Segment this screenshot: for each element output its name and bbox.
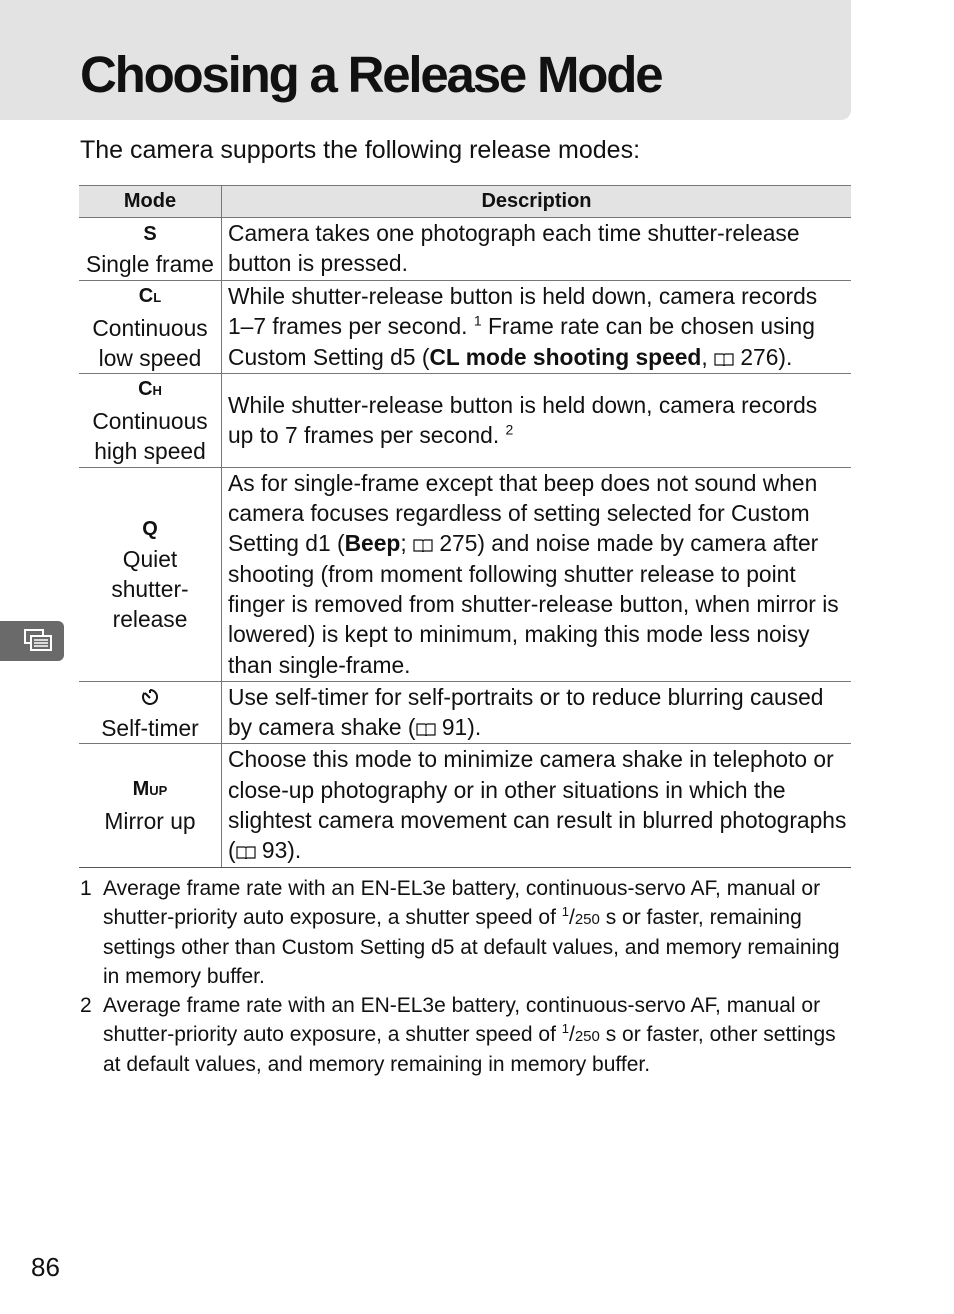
footnote-segment: 250	[574, 1027, 600, 1045]
mode-cell	[79, 467, 222, 681]
footnotes	[80, 875, 850, 1080]
table-header-row	[79, 186, 851, 218]
table-row	[79, 280, 851, 374]
description-cell	[222, 374, 852, 468]
mode-symbol-icon	[79, 683, 221, 713]
footnote	[80, 875, 850, 992]
mode-name-line: Mirror up	[104, 808, 196, 835]
description-text: As for single-frame except that beep does not sound when camera focuses regardless of setting selected for Custom Setting d1 (	[228, 469, 818, 557]
description-text: Camera takes one photograph each time shutter-release button is pressed.	[228, 220, 800, 277]
book-reference-icon	[714, 352, 734, 366]
page-title: Choosing a Release Mode	[80, 46, 662, 103]
table-row	[79, 681, 851, 744]
description-text: Frame rate can be chosen using Custom Setting d5 (	[228, 313, 815, 370]
mode-name-line: high speed	[94, 438, 206, 465]
mode-symbol: CH	[138, 378, 162, 401]
mode-symbol: CL	[138, 284, 162, 307]
description-text: Use self-timer for self-portraits or to reduce blurring caused by camera shake (	[228, 683, 824, 741]
mode-cell	[79, 280, 222, 374]
menu-item-name: CL mode shooting speed	[429, 343, 702, 370]
footnote-ref: 1	[473, 312, 482, 329]
book-reference-icon	[413, 538, 433, 552]
table-row	[79, 374, 851, 468]
mode-symbol: Q	[142, 517, 158, 540]
description-text: ,	[701, 343, 715, 370]
book-reference-icon	[236, 845, 256, 859]
mode-name-line: Quiet	[122, 545, 178, 572]
table-row	[79, 467, 851, 681]
description-cell	[222, 467, 852, 681]
table-row	[79, 218, 851, 281]
description-text: 275) and noise made by camera after shooting (from moment following shutter release to point finger is removed from shutter-release button, when mirror is lowered) is kept to minimum, making this mode less noisy than single-frame.	[228, 530, 839, 678]
book-reference-icon	[416, 722, 436, 736]
description-cell	[222, 681, 852, 744]
description-text: While shutter-release button is held down, camera records 1–7 frames per second.	[228, 282, 818, 340]
description-cell	[222, 744, 852, 867]
mode-cell	[79, 681, 222, 744]
description-text: ;	[400, 530, 414, 557]
self-timer-icon	[140, 687, 160, 707]
mode-cell	[79, 374, 222, 468]
footnote-text: Average frame rate with an EN-EL3e battery, continuous-servo AF, manual or shutter-priority auto exposure, a shutter speed of $^1$/250 s or faster, remaining settings other than Custom Setting d5 at default values, and memory remaining in memory buffer.	[103, 877, 840, 989]
footnote-text: Average frame rate with an EN-EL3e battery, continuous-servo AF, manual or shutter-priority auto exposure, a shutter speed of $^1$/250 s or faster, other settings at default values, and memory remaining in memory buffer.	[103, 993, 836, 1077]
footnote-segment: 250	[574, 910, 600, 928]
mode-cell	[79, 218, 222, 281]
description-text: 276).	[734, 343, 793, 370]
intro-text: The camera supports the following release modes:	[80, 136, 641, 164]
menu-item-name: Beep	[344, 530, 401, 557]
mode-name-line: Continuous	[92, 408, 208, 435]
mode-cell	[79, 744, 222, 867]
header-description: Description	[222, 186, 852, 218]
description-text: 93).	[255, 837, 302, 864]
mode-name-line: release	[112, 606, 188, 633]
footnote-number: 2	[80, 993, 92, 1017]
footnote	[80, 992, 850, 1080]
footnote-segment: 1	[561, 903, 569, 919]
mode-name-line: low speed	[98, 344, 202, 371]
description-cell	[222, 280, 852, 374]
description-text: While shutter-release button is held down, camera records up to 7 frames per second.	[228, 391, 818, 448]
footnote-segment: Average frame rate with an EN-EL3e battery, continuous-servo AF, manual or shutter-priority auto exposure, a shutter speed of	[103, 877, 821, 929]
mode-name-line: shutter-	[111, 576, 189, 603]
mode-symbol: S	[143, 222, 157, 245]
section-tab	[0, 621, 64, 661]
mode-name-line: Single frame	[86, 250, 214, 277]
table-body	[79, 218, 851, 868]
description-text: Choose this mode to minimize camera shake in telephoto or close-up photography or in other situations in which the slightest camera movement can result in blurred photographs (	[228, 746, 847, 864]
description-text: 91).	[435, 714, 482, 741]
footnote-segment: Average frame rate with an EN-EL3e battery, continuous-servo AF, manual or shutter-priority auto exposure, a shutter speed of	[103, 993, 821, 1046]
description-cell	[222, 218, 852, 281]
footnote-segment: s or faster, other settings at default values, and memory remaining in memory buffer.	[103, 1022, 836, 1077]
mode-name-line: Self-timer	[101, 714, 199, 741]
footnote-number: 1	[80, 877, 92, 900]
header-mode: Mode	[79, 186, 222, 218]
footnote-segment: s or faster, remaining settings other than Custom Setting d5 at default values, and memory remaining in memory buffer.	[103, 905, 840, 989]
page-number: 86	[31, 1252, 60, 1282]
mode-symbol: MUP	[132, 778, 168, 801]
release-modes-table	[79, 185, 851, 868]
mode-name-line: Continuous	[92, 314, 208, 341]
release-mode-icon	[24, 629, 54, 653]
footnote-segment: 1	[561, 1020, 569, 1036]
footnote-ref: 2	[505, 421, 514, 438]
table-row	[79, 744, 851, 867]
